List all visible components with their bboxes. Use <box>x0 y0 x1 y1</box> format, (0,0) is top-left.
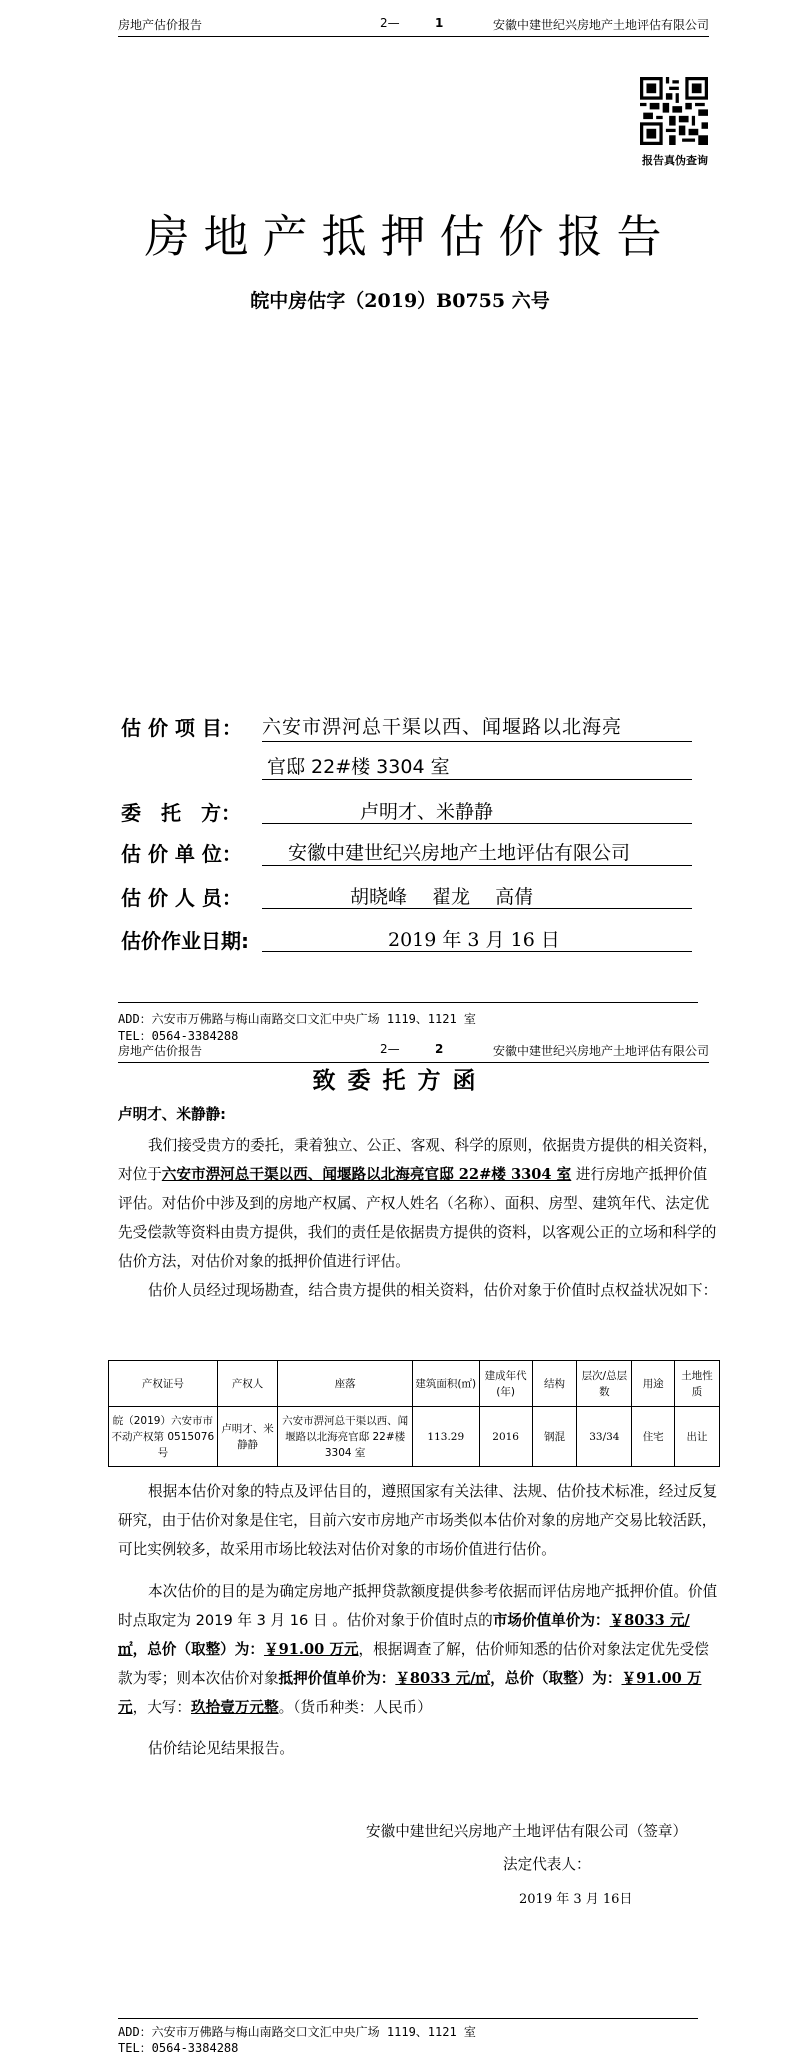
header-right: 安徽中建世纪兴房地产土地评估有限公司 <box>492 18 709 32</box>
table-header-cell: 层次/总层数 <box>577 1361 632 1407</box>
footer-divider <box>118 2018 698 2019</box>
paragraph-5 <box>118 1734 718 1763</box>
report-title: 房地产抵押估价报告 <box>144 210 676 263</box>
underline <box>262 779 692 780</box>
p4-mortgage-unit-label: 抵押价值单价为： <box>278 1670 396 1687</box>
paragraph-4 <box>118 1577 718 1722</box>
table-cell: 113.29 <box>412 1407 479 1467</box>
salutation-text: 卢明才、米静静: <box>118 1106 226 1123</box>
field-value-appraisers: 胡晓峰 翟龙 高倩 <box>350 886 534 908</box>
p4-amount-in-words: 玖拾壹万元整 <box>191 1699 279 1716</box>
table-header-row <box>109 1361 720 1407</box>
table-row <box>109 1407 720 1467</box>
table-header-cell: 建筑面积(㎡) <box>412 1361 479 1407</box>
footer-address: ADD：六安市万佛路与梅山南路交口文汇中央广场 1119、1121 室 <box>118 1012 476 1026</box>
field-value-project-line1: 六安市淠河总干渠以西、闻堰路以北海亮 <box>262 716 623 738</box>
field-label-date: 估价作业日期: <box>121 929 249 953</box>
p1-text-a: 我们接受贵方的委托，秉着独立、公正、客观、科学的原则，依据贵方提供的相关资料，对位于 <box>118 1137 718 1183</box>
p4-text: 本次估价的目的是为确定房地产抵押贷款额度提供参考依据而评估房地产抵押价值。价值时点取定为 2019 年 3 月 16 日 。估价对象于价值时点的 <box>118 1583 718 1629</box>
field-label-project: 估 价 项 目： <box>121 716 242 740</box>
paragraph-2 <box>118 1276 718 1305</box>
footer-divider <box>118 1002 698 1003</box>
p4-text: 。（货币种类：人民币） <box>278 1699 432 1716</box>
header-page-number: 2 <box>435 1042 444 1056</box>
footer-tel: TEL：0564-3384288 <box>118 1029 239 1043</box>
p4-text: ，大写： <box>132 1699 191 1716</box>
p3-text: 根据本估价对象的特点及评估目的，遵照国家有关法律、法规、估价技术标准，经过反复研究，由于估价对象是住宅，目前六安市房地产市场类似本估价对象的房地产交易比较活跃，可比实例较多，故采用市场比较法对估价对象的市场价值进行估价。 <box>118 1483 718 1558</box>
paragraph-1 <box>118 1131 718 1276</box>
p1-text-c: 进行房地产抵押价值评估。对估价中涉及到的房地产权属、产权人姓名（名称）、面积、房型、建筑年代、法定优先受偿款等资料由贵方提供，我们的责任是依据贵方提供的资料，以客观公正的立场和科学的估价方法，对估价对象的抵押价值进行评估。 <box>118 1166 717 1270</box>
table-cell: 33/34 <box>577 1407 632 1467</box>
header-center: 2— <box>380 16 400 30</box>
document-number: 皖中房估字（2019）B0755 六号 <box>250 290 550 312</box>
table-cell: 卢明才、米静静 <box>217 1407 278 1467</box>
header-left: 房地产估价报告 <box>118 18 203 32</box>
property-table <box>108 1360 720 1467</box>
p4-market-total: ￥91.00 万元 <box>263 1641 359 1658</box>
table-cell: 皖（2019）六安市市不动产权第 0515076 号 <box>109 1407 218 1467</box>
underline <box>262 823 692 824</box>
qr-code-icon[interactable] <box>640 77 708 145</box>
field-value-appraiser-org: 安徽中建世纪兴房地产土地评估有限公司 <box>288 842 631 864</box>
table-header-cell: 建成年代(年) <box>479 1361 532 1407</box>
p4-market-total-label: ，总价（取整）为： <box>132 1641 264 1658</box>
page2-header <box>118 1040 709 1063</box>
table-header-cell: 土地性质 <box>675 1361 720 1407</box>
salutation <box>118 1100 718 1129</box>
section-title: 致委托方函 <box>312 1068 488 1094</box>
table-cell: 住宅 <box>632 1407 675 1467</box>
signature-date: 2019 年 3 月 16日 <box>519 1892 633 1907</box>
paragraph-3 <box>118 1477 718 1564</box>
header-left: 房地产估价报告 <box>118 1044 203 1058</box>
underline <box>262 741 692 742</box>
p4-text: ，根据调查了解，估价师知悉的估价对象法定优先受偿款为零；则本次估价对象 <box>118 1641 709 1687</box>
p4-mortgage-unit-price: ￥8033 元/㎡ <box>395 1670 491 1687</box>
signature-representative: 法定代表人： <box>503 1856 591 1873</box>
table-header-cell: 结构 <box>532 1361 577 1407</box>
table-cell: 钢混 <box>532 1407 577 1467</box>
table-header-cell: 座落 <box>278 1361 412 1407</box>
page1-header <box>118 14 709 37</box>
header-right: 安徽中建世纪兴房地产土地评估有限公司 <box>492 1044 709 1058</box>
field-label-client: 委 托 方： <box>121 801 241 825</box>
field-label-appraiser-org: 估 价 单 位： <box>121 842 242 866</box>
footer-tel: TEL：0564-3384288 <box>118 2041 239 2055</box>
p4-mortgage-total: ￥91.00 万元 <box>118 1670 702 1716</box>
table-cell: 六安市淠河总干渠以西、闻堰路以北海亮官邸 22#楼 3304 室 <box>278 1407 412 1467</box>
field-label-appraisers: 估 价 人 员： <box>121 886 242 910</box>
field-value-date: 2019 年 3 月 16 日 <box>388 929 560 951</box>
field-value-client: 卢明才、米静静 <box>360 801 494 823</box>
table-cell: 2016 <box>479 1407 532 1467</box>
header-center: 2— <box>380 1042 400 1056</box>
p5-text: 估价结论见结果报告。 <box>148 1740 294 1757</box>
qr-caption: 报告真伪查询 <box>642 154 708 167</box>
p4-market-unit-price: ￥8033 元/㎡ <box>118 1612 690 1658</box>
table-header-cell: 产权证号 <box>109 1361 218 1407</box>
table-header-cell: 产权人 <box>217 1361 278 1407</box>
table-cell: 出让 <box>675 1407 720 1467</box>
underline <box>262 908 692 909</box>
p1-location: 六安市淠河总干渠以西、闻堰路以北海亮官邸 22#楼 3304 室 <box>161 1166 572 1183</box>
table-header-cell: 用途 <box>632 1361 675 1407</box>
underline <box>262 865 692 866</box>
footer-address: ADD：六安市万佛路与梅山南路交口文汇中央广场 1119、1121 室 <box>118 2025 476 2039</box>
p4-mortgage-total-label: ，总价（取整）为： <box>490 1670 622 1687</box>
p4-market-unit-label: 市场价值单价为： <box>492 1612 610 1629</box>
field-value-project-line2: 官邸 22#楼 3304 室 <box>267 756 450 778</box>
signature-company: 安徽中建世纪兴房地产土地评估有限公司（签章） <box>366 1823 688 1840</box>
header-page-number: 1 <box>435 16 444 30</box>
underline <box>262 951 692 952</box>
p2-text: 估价人员经过现场勘查，结合贵方提供的相关资料，估价对象于价值时点权益状况如下： <box>148 1282 718 1299</box>
